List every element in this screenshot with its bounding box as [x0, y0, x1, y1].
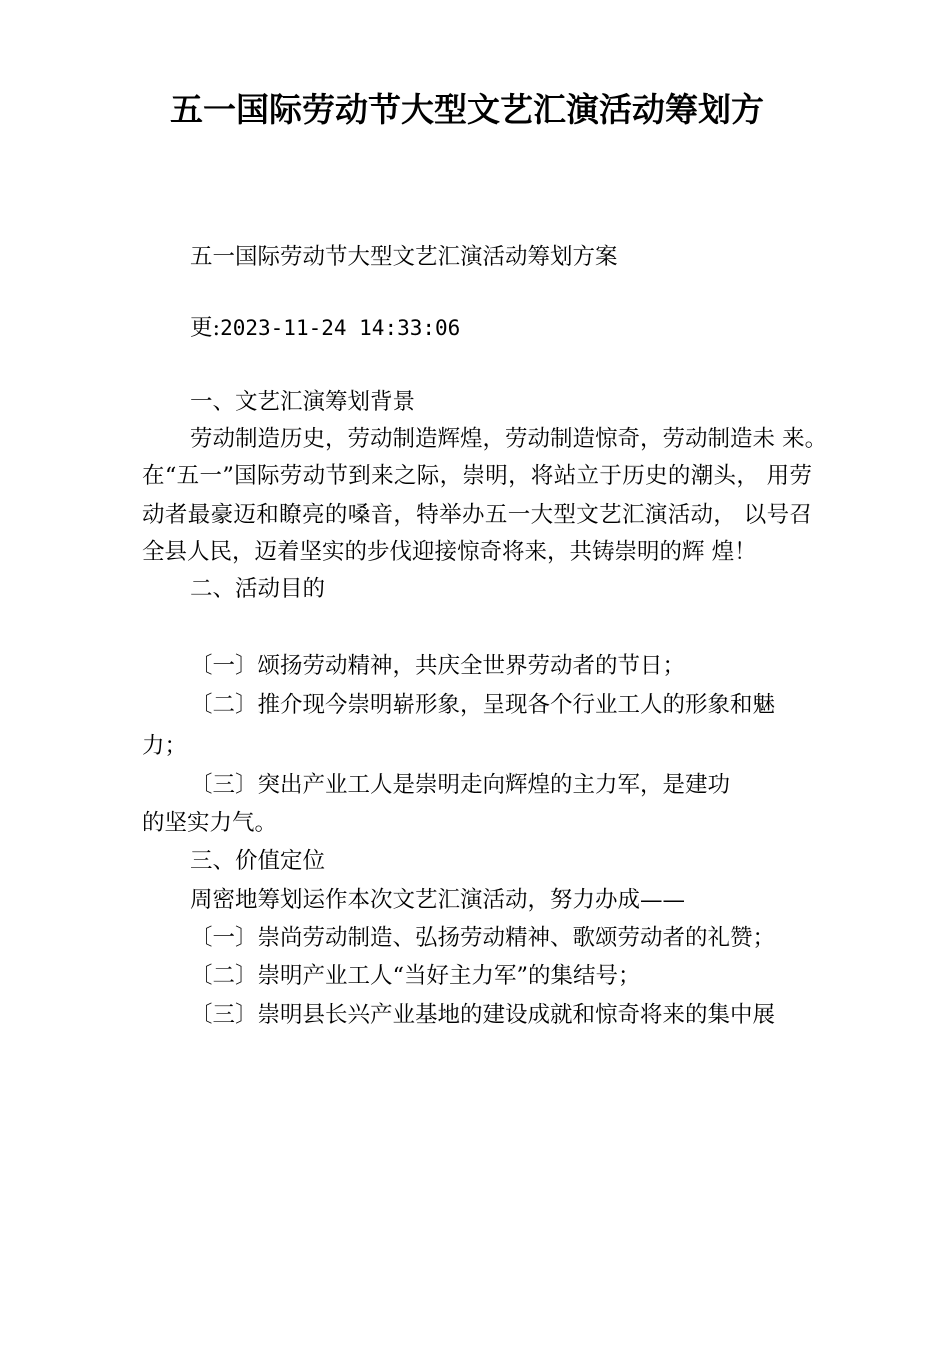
document-title: 五一国际劳动节大型文艺汇演活动筹划方: [170, 90, 764, 129]
update-timestamp: [190, 313, 460, 343]
section1-paragraph-line: 全县人民，迈着坚实的步伐迎接惊奇将来，共铸崇明的辉 煌！: [142, 539, 757, 565]
section2-heading: 二、活动目的: [190, 576, 326, 602]
section2-item3-line2: 的坚实力气。: [142, 810, 278, 836]
update-prefix: 更:: [190, 315, 221, 341]
section1-paragraph-line: 动者最豪迈和瞭亮的嗓音，特举办五一大型文艺汇演活动， 以号召: [142, 502, 812, 528]
section3-item1: 〔一〕崇尚劳动制造、弘扬劳动精神、歌颂劳动者的礼赞；: [190, 925, 776, 951]
update-time: 2023-11-24 14:33:06: [220, 316, 461, 340]
section3-item2: 〔二〕崇明产业工人“当好主力军”的集结号；: [190, 963, 641, 989]
section1-heading: 一、文艺汇演筹划背景: [190, 389, 416, 415]
section2-item2-line1: 〔二〕推介现今崇明崭形象，呈现各个行业工人的形象和魅: [190, 692, 776, 718]
document-subtitle: 五一国际劳动节大型文艺汇演活动筹划方案: [190, 244, 618, 270]
section1-paragraph-line: 劳动制造历史，劳动制造辉煌，劳动制造惊奇，劳动制造未 来。: [190, 426, 828, 452]
section1-paragraph-line: 在“五一”国际劳动节到来之际，崇明，将站立于历史的潮头， 用劳: [142, 463, 812, 489]
section3-item3: 〔三〕崇明县长兴产业基地的建设成就和惊奇将来的集中展: [190, 1002, 776, 1028]
section3-intro: 周密地筹划运作本次文艺汇演活动，努力办成——: [190, 887, 686, 913]
section3-heading: 三、价值定位: [190, 848, 326, 874]
section2-item1: 〔一〕颂扬劳动精神，共庆全世界劳动者的节日；: [190, 653, 686, 679]
section2-item2-line2: 力；: [142, 733, 188, 759]
section2-item3-line1: 〔三〕突出产业工人是崇明走向辉煌的主力军，是建功: [190, 772, 731, 798]
